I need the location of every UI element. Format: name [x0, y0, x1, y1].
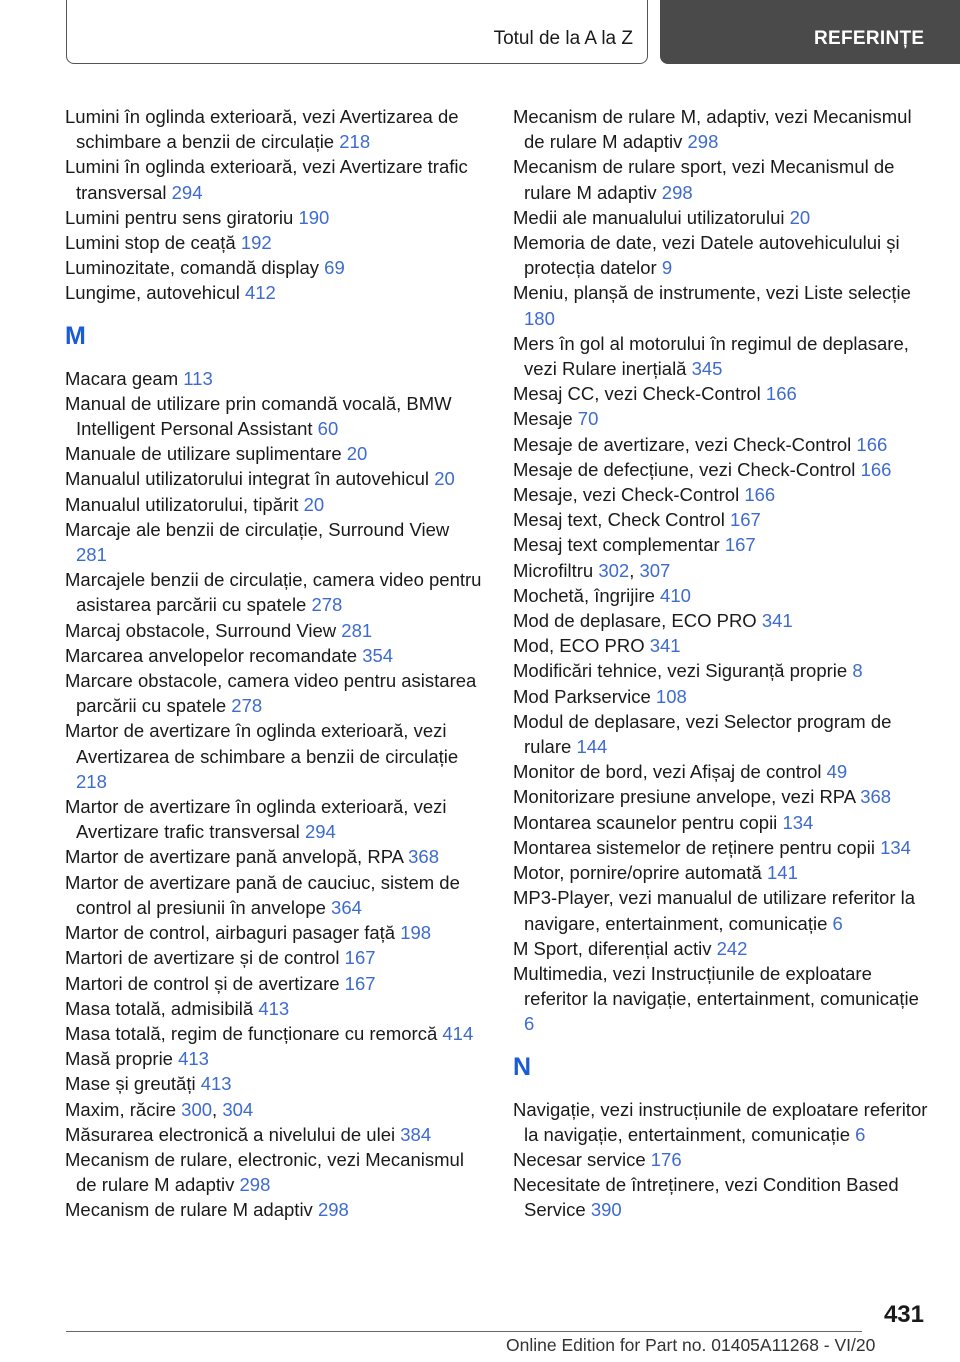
index-entry-term: Mod de deplasare, ECO PRO — [513, 610, 762, 632]
index-entry — [65, 1197, 483, 1222]
page-reference-link[interactable]: 108 — [655, 685, 687, 707]
index-entry-term: Mochetă, îngrijire — [513, 584, 661, 606]
index-entry-term: Marcare obstacole, camera video pentru asistarea parcării cu spatele — [65, 670, 477, 717]
index-entry — [513, 658, 931, 683]
index-entry — [65, 255, 483, 280]
page-reference-link[interactable]: 298 — [661, 181, 693, 203]
page-reference-link[interactable]: 49 — [826, 761, 848, 783]
index-entry-term: Mod, ECO PRO — [513, 635, 650, 657]
index-letter-heading: N — [513, 1052, 532, 1081]
index-entry-term: Marcajele benzii de circulație, camera video pentru asistarea parcării cu spatele — [65, 569, 482, 616]
page-reference-link[interactable]: 9 — [661, 257, 673, 279]
index-entry — [513, 205, 931, 230]
index-entry — [65, 1147, 483, 1197]
index-entry — [65, 945, 483, 970]
page-reference-link[interactable]: 166 — [860, 458, 892, 480]
index-entry — [65, 718, 483, 794]
page-reference-link[interactable]: 412 — [244, 282, 276, 304]
index-entry — [513, 482, 931, 507]
index-entry — [65, 794, 483, 844]
index-entry — [513, 154, 931, 204]
index-entry-term: Masă proprie — [65, 1048, 179, 1070]
index-entry — [513, 835, 931, 860]
index-entry — [513, 558, 931, 583]
page-reference-link[interactable]: 6 — [855, 1123, 866, 1145]
page-reference-link[interactable]: 294 — [171, 181, 203, 203]
page-reference-link[interactable]: 141 — [767, 862, 798, 884]
page-reference-link[interactable]: 298 — [317, 1199, 349, 1221]
page-reference-link[interactable]: 167 — [724, 534, 756, 556]
index-entry-term: Multimedia, vezi Instrucțiunile de exploatare referitor la navigație, entertainment, comunicație — [513, 962, 919, 1010]
index-entry-term: Mesaj text, Check Control — [513, 509, 730, 531]
index-entry — [513, 583, 931, 608]
page-reference-link[interactable]: 304 — [222, 1098, 254, 1120]
page-reference-link[interactable]: 413 — [200, 1073, 232, 1095]
page-reference-link[interactable]: 167 — [344, 972, 376, 994]
index-entry — [513, 936, 931, 961]
page-reference-link[interactable]: 278 — [311, 594, 343, 616]
page-reference-link[interactable]: 167 — [729, 509, 761, 531]
page-reference-link[interactable]: 166 — [856, 433, 888, 455]
index-entry-term: Motor, pornire/oprire automată — [513, 862, 767, 884]
index-entry — [513, 709, 931, 759]
index-entry-term: Lumini stop de ceață — [65, 232, 241, 254]
index-column-right — [513, 104, 931, 1223]
index-entry — [65, 618, 483, 643]
page-reference-link[interactable]: 298 — [239, 1174, 271, 1196]
index-entry-term: Monitorizare presiune anvelope, vezi RPA — [513, 786, 861, 808]
page-reference-link[interactable]: 298 — [687, 131, 719, 153]
index-entry-term: Mod Parkservice — [513, 685, 656, 707]
page-reference-link[interactable]: 341 — [761, 610, 793, 632]
index-entry — [65, 567, 483, 617]
page-reference-link[interactable]: 113 — [183, 367, 213, 389]
page-reference-link[interactable]: 20 — [434, 468, 455, 490]
index-entry — [513, 104, 931, 154]
index-entry-term: Mers în gol al motorului în regimul de deplasare, vezi Rulare inerțială — [513, 332, 909, 380]
index-entry — [513, 432, 931, 457]
index-entry-term: Mecanism de rulare sport, vezi Mecanismul de rulare M adaptiv — [513, 156, 895, 203]
page-reference-link[interactable]: 198 — [400, 922, 432, 944]
index-entry-term: Mase și greutăți — [65, 1073, 201, 1095]
index-entry-term: Luminozitate, comandă display — [65, 257, 325, 279]
page-reference-link[interactable]: 218 — [76, 770, 107, 792]
index-entry-term: Martor de avertizare pană de cauciuc, sistem de control al presiunii în anvelope — [65, 871, 460, 918]
page-number: 431 — [883, 1301, 924, 1328]
page-reference-link[interactable]: 413 — [258, 997, 290, 1019]
index-entry-term: Măsurarea electronică a nivelului de ulei — [65, 1123, 401, 1145]
index-entry — [65, 668, 483, 718]
page-reference-link[interactable]: 176 — [650, 1148, 682, 1170]
page-reference-link[interactable]: 134 — [880, 836, 911, 858]
page-reference-link[interactable]: 300 — [181, 1098, 213, 1120]
index-entry-term: Marcaj obstacole, Surround View — [65, 619, 342, 641]
index-entry — [513, 784, 931, 809]
page-reference-link[interactable]: 413 — [178, 1048, 209, 1070]
index-entry-term: Mecanism de rulare M adaptiv — [65, 1199, 318, 1221]
index-entry — [65, 1097, 483, 1122]
page-reference-link[interactable]: 190 — [298, 206, 330, 228]
page-reference-link[interactable]: 341 — [649, 635, 681, 657]
index-entry — [65, 996, 483, 1021]
page-reference-link[interactable]: 414 — [442, 1022, 474, 1044]
index-letter-heading: M — [65, 321, 86, 350]
index-entry — [65, 1071, 483, 1096]
index-entry-term: Montarea sistemelor de reținere pentru copii — [513, 836, 881, 858]
index-entry — [513, 1172, 931, 1222]
index-entry-term: Marcarea anvelopelor recomandate — [65, 644, 363, 666]
index-entry — [513, 608, 931, 633]
index-entry-term: Memoria de date, vezi Datele autovehiculului și protecția datelor — [513, 232, 900, 279]
index-entry — [513, 885, 931, 935]
index-entry-term: Lumini în oglinda exterioară, vezi Avertizarea de schimbare a benzii de circulație — [65, 106, 459, 153]
index-entry-term: Martor de avertizare pană anvelopă, RPA — [65, 846, 409, 868]
index-entry-term: Marcaje ale benzii de circulație, Surround View — [65, 518, 450, 540]
index-entry-term: Manuale de utilizare suplimentare — [65, 443, 347, 465]
header-section-tab — [66, 0, 648, 64]
index-entry — [513, 684, 931, 709]
index-entry — [65, 920, 483, 945]
page-reference-link[interactable]: 281 — [76, 544, 107, 566]
page-reference-link[interactable]: 368 — [408, 846, 440, 868]
index-entry — [65, 1122, 483, 1147]
index-entry — [65, 104, 483, 154]
index-entry-term: Mesaj CC, vezi Check-Control — [513, 383, 766, 405]
page-reference-link[interactable]: 134 — [782, 811, 814, 833]
index-entry-term: Necesar service — [513, 1148, 651, 1170]
index-entry-term: Martori de control și de avertizare — [65, 972, 345, 994]
footer-divider — [66, 1331, 862, 1332]
page-reference-link[interactable]: 302 — [598, 559, 630, 581]
index-entry-term: Mesaje, vezi Check-Control — [513, 484, 745, 506]
index-entry — [513, 1147, 931, 1172]
index-entry-term: Manualul utilizatorului, tipărit — [65, 493, 304, 515]
index-entry-term: Lungime, autovehicul — [65, 282, 245, 304]
index-entry — [513, 860, 931, 885]
page-reference-link[interactable]: 218 — [339, 131, 371, 153]
page-reference-link[interactable]: 69 — [324, 257, 345, 279]
index-entry-term: Monitor de bord, vezi Afișaj de control — [513, 761, 827, 783]
index-entry-term: Modificări tehnice, vezi Siguranță proprie — [513, 660, 853, 682]
index-entry-term: Mecanism de rulare M, adaptiv, vezi Mecanismul de rulare M adaptiv — [513, 106, 912, 153]
page-reference-link[interactable]: 281 — [341, 619, 373, 641]
page-reference-link[interactable]: 192 — [240, 232, 272, 254]
header-chapter-tab — [660, 0, 960, 64]
index-entry-term: Meniu, planșă de instrumente, vezi Liste selecție — [513, 282, 911, 304]
page-reference-link[interactable]: 368 — [860, 786, 892, 808]
index-entry — [513, 507, 931, 532]
index-entry-term: Maxim, răcire — [65, 1098, 182, 1120]
index-entry-term: Necesitate de întreținere, vezi Condition Based Service — [513, 1174, 899, 1221]
index-entry-term: Mesaje de defecțiune, vezi Check-Control — [513, 458, 861, 480]
page-reference-link[interactable]: 144 — [576, 736, 608, 758]
index-entry-term: Montarea scaunelor pentru copii — [513, 811, 783, 833]
index-entry-term: Manualul utilizatorului integrat în autovehicul — [65, 468, 435, 490]
index-entry — [65, 492, 483, 517]
index-entry-term: Masa totală, admisibilă — [65, 997, 259, 1019]
index-entry-term: Mesaje de avertizare, vezi Check-Control — [513, 433, 857, 455]
index-entry — [65, 441, 483, 466]
section-title: Totul de la A la Z — [493, 28, 633, 49]
page-reference-link[interactable]: 20 — [303, 493, 325, 515]
index-entry-term: Masa totală, regim de funcționare cu remorcă — [65, 1022, 443, 1044]
index-entry-term: Mecanism de rulare, electronic, vezi Mecanismul de rulare M adaptiv — [65, 1148, 464, 1196]
page-reference-link[interactable]: 167 — [344, 947, 376, 969]
index-entry — [65, 643, 483, 668]
index-entry-term: Lumini în oglinda exterioară, vezi Avertizare trafic transversal — [65, 156, 468, 203]
index-entry — [513, 633, 931, 658]
index-entry — [65, 517, 483, 567]
index-entry — [513, 961, 931, 1037]
index-entry — [513, 810, 931, 835]
page-reference-link[interactable]: 70 — [577, 408, 599, 430]
page-reference-link[interactable]: 60 — [317, 418, 339, 440]
index-entry-term: MP3-Player, vezi manualul de utilizare referitor la navigare, entertainment, comunicație — [513, 887, 916, 934]
index-entry — [513, 280, 931, 330]
index-entry — [65, 391, 483, 441]
index-entry-term: M Sport, diferențial activ — [513, 937, 717, 959]
index-entry — [65, 971, 483, 996]
index-entry — [513, 1097, 931, 1147]
index-entry-term: Martor de avertizare în oglinda exterioară, vezi Avertizarea de schimbare a benzii de circulație — [65, 720, 459, 767]
index-entry-term: Navigație, vezi instrucțiunile de exploatare referitor la navigație, entertainment, comunicație — [513, 1098, 928, 1145]
index-entry-term: Macara geam — [65, 367, 184, 389]
page-reference-link[interactable]: 166 — [765, 383, 797, 405]
index-entry — [65, 1046, 483, 1071]
index-entry-term: Martor de control, airbaguri pasager față — [65, 922, 401, 944]
page-reference-link[interactable]: 307 — [639, 559, 671, 581]
index-entry — [513, 331, 931, 381]
page-reference-link[interactable]: 390 — [590, 1199, 622, 1221]
page-reference-link[interactable]: 364 — [331, 896, 362, 918]
index-entry — [513, 759, 931, 784]
page-reference-link[interactable]: 242 — [716, 937, 748, 959]
index-column-left — [65, 104, 483, 1223]
page-ref-separator: , — [629, 559, 640, 581]
index-entry — [65, 466, 483, 491]
index-entry-term: Manual de utilizare prin comandă vocală, BMW Intelligent Personal Assistant — [65, 392, 452, 440]
page-reference-link[interactable]: 180 — [524, 307, 555, 329]
page-reference-link[interactable]: 8 — [852, 660, 863, 682]
index-entry — [513, 532, 931, 557]
page-reference-link[interactable]: 345 — [691, 358, 723, 380]
footer-edition-text: Online Edition for Part no. 01405A11268 - VI/20 — [506, 1335, 876, 1355]
index-entry — [513, 381, 931, 406]
page-reference-link[interactable]: 166 — [744, 484, 776, 506]
index-entry-term: Modul de deplasare, vezi Selector program de rulare — [513, 710, 892, 758]
page-reference-link[interactable]: 384 — [400, 1123, 432, 1145]
index-entry-term: Medii ale manualului utilizatorului — [513, 206, 790, 228]
index-entry — [65, 205, 483, 230]
page-reference-link[interactable]: 6 — [832, 912, 843, 934]
page-reference-link[interactable]: 294 — [304, 821, 336, 843]
index-entry-term: Mesaje — [513, 408, 578, 430]
page-reference-link[interactable]: 410 — [660, 584, 691, 606]
page-ref-separator: , — [212, 1098, 223, 1120]
index-entry-term: Mesaj text complementar — [513, 534, 725, 556]
index-entry — [65, 1021, 483, 1046]
page-reference-link[interactable]: 6 — [524, 1013, 535, 1035]
index-entry-term: Lumini pentru sens giratoriu — [65, 206, 299, 228]
index-entry — [65, 154, 483, 204]
index-entry — [513, 406, 931, 431]
page-reference-link[interactable]: 20 — [789, 206, 811, 228]
chapter-title: REFERINȚE — [814, 28, 925, 49]
index-entry — [65, 366, 483, 391]
index-entry-term: Martor de avertizare în oglinda exterioară, vezi Avertizare trafic transversal — [65, 796, 447, 843]
index-entry — [65, 230, 483, 255]
page-reference-link[interactable]: 354 — [362, 644, 394, 666]
index-entry — [513, 457, 931, 482]
page-reference-link[interactable]: 278 — [231, 695, 263, 717]
index-entry — [65, 844, 483, 869]
index-entry — [65, 870, 483, 920]
index-entry — [513, 230, 931, 280]
page-reference-link[interactable]: 20 — [346, 443, 368, 465]
index-entry — [65, 280, 483, 305]
index-entry-term: Martori de avertizare și de control — [65, 947, 345, 969]
index-entry-term: Microfiltru — [513, 559, 599, 581]
